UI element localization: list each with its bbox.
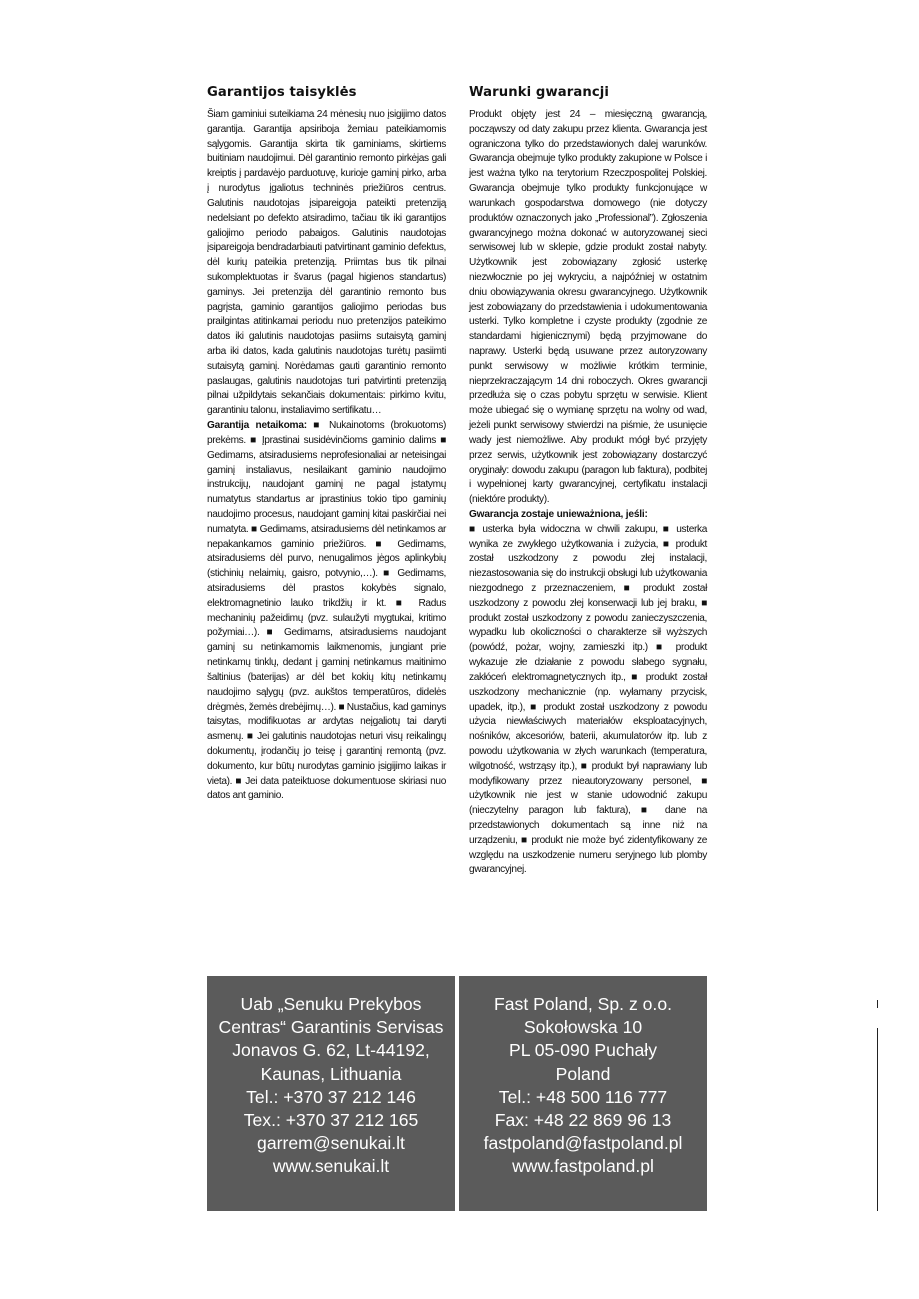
lt-contact-phone: Tel.: +370 37 212 146 [246,1086,416,1107]
lt-exclusions-list: ■ Nukainotoms (brokuotoms) prekėms. ■ Įprastinai susidėvinčioms gaminio dalims ■ Gedimams, atsiradusiems neprofesionaliai ar neteisingai gaminį instaliavus, nesilaikant gaminio naudojimo instrukcijų, naudojant gaminį ne pagal įstatymų numatytus standartus ar įprastinius tokio tipo gaminių naudojimo procesus, naudojant gaminį kitai paskirčiai nei numatyta. ■ Gedimams, atsiradusiems dėl netinkamos ar nepakankamos gaminio priežiūros. ■ Gedimams, atsiradusiems dėl purvo, nenugalimos jėgos aplinkybių (stichinių nelaimių, gaisro, potvynio,…). ■ Gedimams, atsiradusiems dėl prastos kokybės signalo, elektromagnetinio lauko trikdžių ir kt. ■ Radus mechaninių pažeidimų (pvz. sulaužyti mygtukai, kritimo požymiai…). ■ Gedimams, atsiradusiems naudojant gaminį su netinkamomis laikmenomis, jungiant prie netinkamų tinklų, dedant į gaminį netinkamus maitinimo šaltinius (baterijas) ar dėl bet kokių kitų netinkamų naudojimo sąlygų (pvz. aukštos temperatūros, didelės drėgmės, žemės drebėjimų…). ■ Nustačius, kad gaminys taisytas, modifikuotas ar ardytas neįgaliotų tai daryti asmenų. ■ Jei galutinis naudotojas neturi visų reikalingų dokumentų, įrodančių jo teisę į garantinį remontą (pvz. dokumento, kur būtų nurodytas gaminio įsigijimo laikas ir vieta). ■ Jei data pateiktuose dokumentuose skiriasi nuo datos ant gaminio. [207,420,446,802]
pl-contact-phone: Tel.: +48 500 116 777 [498,1086,668,1107]
pl-contact-website: www.fastpoland.pl [512,1156,654,1177]
pl-exclusions-list: ■ usterka była widoczna w chwili zakupu, ■ usterka wynika ze zwykłego użytkowania i zużycia, ■ produkt został uszkodzony z powodu złej instalacji, niezastosowania się do instrukcji obsługi lub użytkowania niezgodnego z przeznaczeniem, ■ produkt został uszkodzony z powodu złej konserwacji lub jej braku, ■ produkt został uszkodzony z powodu zanieczyszczenia, wypadku lub okoliczności o charakterze sił wyższych (powódź, pożar, wojny, zamieszki itp.) ■ produkt wykazuje złe działanie z powodu słabego sygnału, zakłóceń elektromagnetycznych itp., ■ produkt został uszkodzony mechanicznie (np. wyłamany przycisk, upadek, itp.), ■ produkt został uszkodzony z powodu użycia niewłaściwych materiałów eksploatacyjnych, nośników, akcesoriów, baterii, akumulatorów itp. lub z powodu użytkowania w złych warunkach (temperatura, wilgotność, wstrząsy itp.), ■ produkt był naprawiany lub modyfikowany przez nieautoryzowany personel, ■ użytkownik nie jest w stanie udowodnić zakupu (nieczytelny paragon lub faktura), ■ dane na przedstawionych dokumentach są inne niż na urządzeniu, ■ produkt nie może być zidentyfikowany ze względu na uszkodzenie numeru seryjnego lub plomby gwarancyjnej. [469,523,707,876]
edge-vertical-rule [877,1028,878,1211]
lt-warranty-body: Šiam gaminiui suteikiama 24 mėnesių nuo įsigijimo datos garantija. Garantija apsiriboja žemiau pateikiamomis sąlygomis. Garantija skirta tik gaminiams, skirtiems buitiniam naudojimui. Dėl garantinio remonto pirkėjas gali kreiptis į pardavėjo parduotuvę, kurioje gaminį pirko, arba į nurodytus įgaliotus techninės priežiūros centrus. Galutinis naudotojas įsipareigoja pateikti pretenziją nedelsiant po defekto atsiradimo, tačiau tik iki garantijos galiojimo periodo pabaigos. Galutinis naudotojas įsipareigoja bendradarbiauti patvirtinant gaminio defektus, dėl kurių pateikia pretenziją. Priimtas bus tik pilnai sukomplektuotas ir švarus (pagal higienos standartus) gaminys. Jei pretenzija dėl garantinio remonto bus pagrįsta, gaminio garantijos galiojimo periodas bus prailgintas atitinkamai periodu nuo pretenzijos pateikimo datos iki galutinis naudotojas pasiims sutaisytą gaminį arba iki datos, kada galutinis naudotojas turėtų pasiimti sutaisytą gaminį. Norėdamas gauti garantinio remonto paslaugas, galutinis naudotojas turi patvirtinti pretenziją pilnai užpildytais sekančiais dokumentais: pirkimo kvitu, garantiniu talonu, instaliavimo sertifikatu… [207,109,446,417]
pl-contact-country: Poland [555,1063,611,1084]
lt-exclusions-paragraph [207,419,446,804]
lt-contact-email: garrem@senukai.lt [257,1133,405,1154]
pl-contact-company: Fast Poland, Sp. z o.o. [494,994,672,1014]
edge-tick-mark [877,1000,878,1008]
pl-warranty-body: Produkt objęty jest 24 – miesięczną gwarancją, począwszy od daty zakupu przez klienta. Gwarancja jest ograniczona tylko do przedstawionych dalej warunków. Gwarancja obejmuje tylko produkty zakupione w Polsce i jest ważna tylko na terytorium Rzeczpospolitej Polskiej. Gwarancja obejmuje tylko produkty funkcjonujące w warunkach gospodarstwa domowego (nie dotyczy produktów oznaczonych jako „Professional”). Zgłoszenia gwarancyjnego można dokonać w autoryzowanej sieci serwisowej lub w sklepie, gdzie produkt został nabyty. Użytkownik jest zobowiązany zgłosić usterkę niezwłocznie po jej wykryciu, a najpóźniej w ostatnim dniu obowiązywania okresu gwarancyjnego. Użytkownik jest zobowiązany do przedstawienia i udokumentowania usterki. Tylko kompletne i czyste produkty (zgodnie ze standardami higienicznymi) będą przyjmowane do naprawy. Usterki będą usuwane przez autoryzowany punkt serwisowy w możliwie krótkim terminie, nieprzekraczającym 14 dni roboczych. Okres gwarancji przedłuża się o czas pobytu sprzętu w serwisie. Klient może ubiegać się o wymianę sprzętu na wolny od wad, jeżeli punkt serwisowy stwierdzi na piśmie, że usunięcie wady jest niemożliwe. Aby produkt mógł być przyjęty przez serwis, użytkownik jest zobowiązany dostarczyć oryginały: dowodu zakupu (paragon lub faktura), podbitej i wypełnionej karty gwarancyjnej, certyfikatu instalacji (niektóre produkty). [469,109,707,506]
lithuanian-warranty-column [207,85,446,804]
pl-exclusions-label: Gwarancja zostaje unieważniona, jeśli: [469,508,648,520]
pl-service-contact-box [459,976,707,1211]
pl-warranty-heading: Warunki gwarancji [469,85,610,100]
pl-contact-fax: Fax: +48 22 869 96 13 [494,1110,672,1131]
lt-contact-company-line2: Centras“ Garantinis Servisas [218,1017,444,1038]
lt-contact-city: Kaunas, Lithuania [260,1063,402,1084]
lt-contact-street: Jonavos G. 62, Lt-44192, [232,1040,430,1061]
lt-contact-website: www.senukai.lt [272,1156,390,1177]
polish-warranty-column [469,85,707,878]
pl-contact-email: fastpoland@fastpoland.pl [483,1133,683,1154]
lt-contact-company-line1: Uab „Senuku Prekybos [240,994,422,1014]
lt-warranty-heading: Garantijos taisyklės [207,85,357,100]
lt-contact-phone2: Tex.: +370 37 212 165 [243,1110,419,1131]
lt-service-contact-box [207,976,455,1211]
pl-contact-postcode: PL 05-090 Puchały [508,1040,658,1061]
pl-contact-street: Sokołowska 10 [523,1017,643,1038]
lt-exclusions-label: Garantija netaikoma: [207,420,307,432]
